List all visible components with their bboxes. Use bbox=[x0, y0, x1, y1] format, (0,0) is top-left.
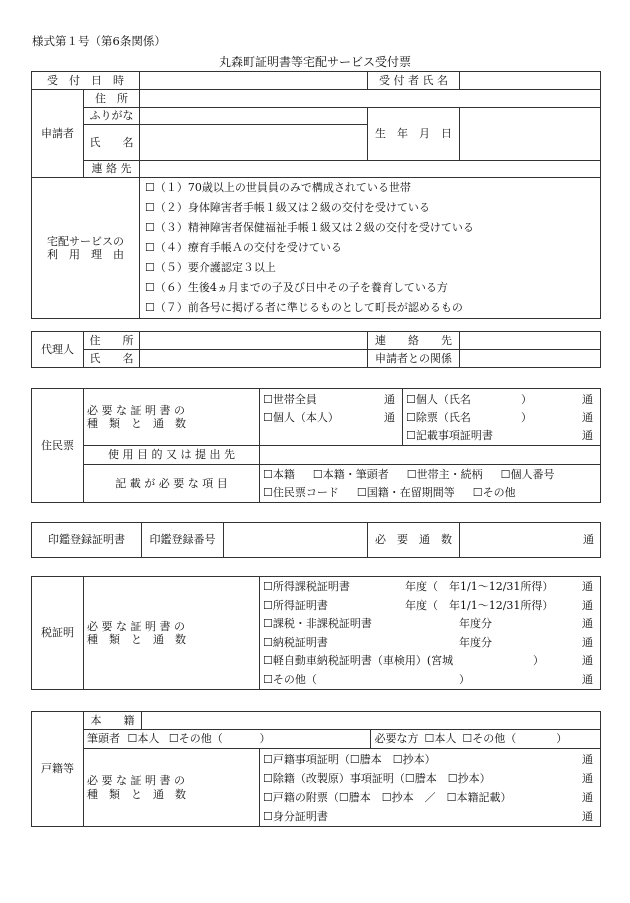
honseki-label: 本 籍 bbox=[84, 712, 142, 730]
resident-items-options bbox=[260, 465, 601, 503]
tax-options bbox=[260, 577, 601, 690]
tax-row-3-name: ☐課税・非課税証明書 bbox=[263, 617, 372, 630]
family-row-2-unit: 通 bbox=[582, 771, 593, 785]
family-types-label bbox=[84, 749, 260, 827]
family-row-register[interactable] bbox=[263, 750, 597, 769]
head-person-label: 筆頭者 bbox=[87, 732, 120, 746]
resident-individual-label: ☐個人（氏名 bbox=[406, 393, 471, 406]
family-row-4-unit: 通 bbox=[582, 809, 593, 823]
tax-row-3-unit: 通 bbox=[582, 617, 593, 630]
tax-row-6-unit: 通 bbox=[582, 672, 593, 686]
family-label: 戸籍等 bbox=[32, 712, 84, 827]
address-field[interactable] bbox=[140, 90, 601, 108]
receiver-name-label: 受 付 者 氏 名 bbox=[368, 72, 460, 90]
name-field[interactable] bbox=[140, 125, 368, 161]
agent-table bbox=[31, 331, 601, 368]
agent-label: 代理人 bbox=[32, 332, 84, 368]
family-row-1-unit: 通 bbox=[582, 752, 593, 766]
family-options bbox=[260, 749, 601, 827]
tax-row-4-name: ☐納税証明書 bbox=[263, 635, 328, 649]
agent-relation-field[interactable] bbox=[460, 350, 601, 368]
tax-types-label bbox=[84, 577, 260, 690]
reason-checkbox-1[interactable]: ☐（１）70歳以上の世員員のみで構成されている世帯 bbox=[145, 181, 411, 194]
item-household-head-checkbox[interactable]: ☐世帯主・続柄 bbox=[406, 467, 483, 481]
agent-address-field[interactable] bbox=[140, 332, 368, 350]
reason-checkbox-6[interactable]: ☐（６）生後4ヵ月までの子及び日中その子を養育している方 bbox=[145, 281, 448, 294]
seal-count-field[interactable] bbox=[460, 523, 601, 558]
family-row-removed[interactable] bbox=[263, 769, 597, 788]
resident-self-option[interactable] bbox=[263, 409, 399, 427]
reason-checkbox-3[interactable]: ☐（３）精神障害者保健福祉手帳１級又は２級の交付を受けている bbox=[145, 221, 474, 234]
resident-types-label-1: 必 要 な 証 明 書 の bbox=[87, 403, 185, 417]
resident-label: 住民票 bbox=[32, 389, 84, 503]
tax-row-2-detail: 年度（ 年1/1～12/31所得） bbox=[405, 598, 554, 612]
tax-row-2-unit: 通 bbox=[582, 598, 593, 612]
seal-number-label: 印鑑登録番号 bbox=[142, 523, 224, 558]
item-honseki-checkbox[interactable]: ☐本籍 bbox=[263, 467, 295, 481]
family-row-3: ☐戸籍の附票（☐謄本 ☐抄本 ／ ☐本籍記載） bbox=[263, 790, 512, 804]
honseki-field[interactable] bbox=[142, 712, 601, 730]
resident-all-label: ☐世帯全員 bbox=[263, 393, 317, 406]
tax-row-1-detail: 年度（ 年1/1～12/31所得） bbox=[405, 580, 554, 593]
contact-field[interactable] bbox=[140, 161, 601, 178]
tax-row-income[interactable] bbox=[263, 597, 597, 616]
family-types-label-1: 必 要 な 証 明 書 の bbox=[87, 774, 185, 788]
birthdate-field[interactable] bbox=[460, 108, 601, 161]
reason-checkbox-7[interactable]: ☐（７）前各号に掲げる者に準じるものとして町長が認めるもの bbox=[145, 301, 463, 314]
head-person-cell bbox=[84, 730, 260, 749]
seal-label: 印鑑登録証明書 bbox=[32, 523, 142, 558]
reason-checkbox-4[interactable]: ☐（４）療育手帳Ａの交付を受けている bbox=[145, 241, 342, 254]
family-row-1: ☐戸籍事項証明（☐謄本 ☐抄本） bbox=[263, 752, 436, 766]
seal-table bbox=[31, 522, 601, 558]
tax-row-other[interactable] bbox=[263, 671, 597, 690]
needed-person-cell bbox=[260, 730, 601, 749]
tax-types-label-1: 必 要 な 証 明 書 の bbox=[87, 619, 185, 633]
tax-row-6-name: ☐その他（ bbox=[263, 672, 317, 686]
resident-removed-unit: 通 bbox=[582, 411, 593, 424]
agent-contact-label: 連 絡 先 bbox=[368, 332, 460, 350]
birthdate-label: 生 年 月 日 bbox=[368, 108, 460, 161]
resident-items-label: 記 載 が 必 要 な 項 目 bbox=[84, 465, 260, 503]
resident-self-label: ☐個人（本人） bbox=[263, 411, 339, 424]
reception-datetime-field[interactable] bbox=[140, 72, 368, 90]
needed-other-checkbox[interactable]: ☐その他（ bbox=[462, 732, 517, 746]
agent-name-label: 氏 名 bbox=[84, 350, 140, 368]
agent-relation-label: 申請者との関係 bbox=[368, 350, 460, 368]
item-other-checkbox[interactable]: ☐その他 bbox=[472, 485, 516, 499]
resident-individual-close: ） bbox=[521, 393, 532, 406]
resident-opts-right bbox=[403, 389, 601, 446]
item-honseki-head-checkbox[interactable]: ☐本籍・筆頭者 bbox=[312, 467, 389, 481]
tax-row-5-unit: 通 bbox=[582, 654, 593, 667]
tax-row-6-detail: ） bbox=[459, 672, 470, 686]
resident-individual-unit: 通 bbox=[582, 393, 593, 406]
tax-row-1-unit: 通 bbox=[582, 580, 593, 593]
tax-row-taxation[interactable] bbox=[263, 615, 597, 634]
form-code: 様式第１号（第6条関係） bbox=[32, 34, 166, 48]
agent-name-field[interactable] bbox=[140, 350, 368, 368]
resident-all-option[interactable] bbox=[263, 391, 399, 409]
head-other-checkbox[interactable]: ☐その他（ bbox=[168, 732, 223, 746]
agent-address-label: 住 所 bbox=[84, 332, 140, 350]
reason-checkbox-2[interactable]: ☐（２）身体障害者手帳１級又は２級の交付を受けている bbox=[145, 201, 430, 214]
needed-other-close: ） bbox=[556, 732, 568, 746]
name-label: 氏 名 bbox=[84, 125, 140, 161]
seal-number-field[interactable] bbox=[224, 523, 368, 558]
needed-person-label: 必要な方 bbox=[374, 732, 419, 746]
tax-row-income-tax[interactable] bbox=[263, 578, 597, 597]
resident-items-unit: 通 bbox=[582, 429, 593, 442]
tax-table bbox=[31, 576, 601, 690]
furigana-field[interactable] bbox=[140, 108, 368, 125]
furigana-label: ふりがな bbox=[84, 108, 140, 125]
agent-contact-field[interactable] bbox=[460, 332, 601, 350]
item-nationality-checkbox[interactable]: ☐国籍・在留期間等 bbox=[356, 485, 455, 499]
tax-types-label-2: 種 類 と 通 数 bbox=[87, 633, 186, 646]
resident-table bbox=[31, 388, 601, 503]
reason-label bbox=[32, 178, 140, 319]
family-row-3-unit: 通 bbox=[582, 790, 593, 804]
resident-all-unit: 通 bbox=[384, 393, 395, 406]
item-mynumber-checkbox[interactable]: ☐個人番号 bbox=[500, 467, 555, 481]
tax-row-5-detail: ） bbox=[533, 654, 544, 667]
head-other-close: ） bbox=[259, 732, 271, 746]
seal-unit: 通 bbox=[583, 533, 594, 547]
tax-row-4-unit: 通 bbox=[582, 635, 593, 649]
reason-label-line2: 利 用 理 由 bbox=[47, 248, 124, 261]
head-self-checkbox[interactable]: ☐本人 bbox=[127, 732, 160, 746]
family-types-label-2: 種 類 と 通 数 bbox=[87, 787, 186, 801]
resident-removed-label: ☐除票（氏名 bbox=[406, 411, 471, 424]
tax-row-payment[interactable] bbox=[263, 634, 597, 653]
resident-removed-option[interactable] bbox=[406, 409, 597, 427]
resident-self-unit: 通 bbox=[384, 411, 395, 424]
family-table bbox=[31, 711, 601, 827]
seal-count-label: 必 要 通 数 bbox=[368, 523, 460, 558]
document-title: 丸森町証明書等宅配サービス受付票 bbox=[218, 55, 411, 69]
receiver-name-field[interactable] bbox=[460, 72, 601, 90]
tax-row-5-name: ☐軽自動車納税証明書（車検用）(宮城 bbox=[263, 654, 454, 667]
applicant-table bbox=[31, 71, 601, 319]
applicant-label: 申請者 bbox=[32, 90, 84, 178]
tax-row-2-name: ☐所得証明書 bbox=[263, 598, 328, 612]
address-label: 住 所 bbox=[84, 90, 140, 108]
resident-types-label bbox=[84, 389, 260, 446]
family-row-2: ☐除籍（改製原）事項証明（☐謄本 ☐抄本） bbox=[263, 771, 491, 785]
family-row-4: ☐身分証明書 bbox=[263, 809, 328, 823]
family-row-identity[interactable] bbox=[263, 807, 597, 826]
item-resident-code-checkbox[interactable]: ☐住民票コード bbox=[263, 485, 339, 499]
contact-label: 連 絡 先 bbox=[84, 161, 140, 178]
resident-individual-option[interactable] bbox=[406, 391, 597, 409]
tax-row-light-vehicle[interactable] bbox=[263, 652, 597, 671]
resident-types-label-2: 種 類 と 通 数 bbox=[87, 417, 186, 430]
resident-removed-close: ） bbox=[521, 411, 532, 424]
tax-row-1-name: ☐所得課税証明書 bbox=[263, 580, 350, 593]
tax-row-3-detail: 年度分 bbox=[459, 617, 492, 630]
resident-purpose-label: 使 用 目 的 又 は 提 出 先 bbox=[84, 446, 260, 465]
tax-label: 税証明 bbox=[32, 577, 84, 690]
reason-checkbox-5[interactable]: ☐（５）要介護認定３以上 bbox=[145, 261, 276, 274]
reason-list bbox=[140, 178, 601, 319]
resident-items-option[interactable] bbox=[406, 427, 597, 445]
resident-items-label: ☐記載事項証明書 bbox=[406, 429, 493, 442]
resident-purpose-field[interactable] bbox=[260, 446, 601, 465]
reception-datetime-label: 受 付 日 時 bbox=[32, 72, 140, 90]
needed-self-checkbox[interactable]: ☐本人 bbox=[424, 732, 457, 746]
tax-row-4-detail: 年度分 bbox=[459, 635, 492, 649]
family-row-attached[interactable] bbox=[263, 788, 597, 807]
resident-opts-left bbox=[260, 389, 403, 446]
reason-label-line1: 宅配サービスの bbox=[47, 234, 124, 248]
